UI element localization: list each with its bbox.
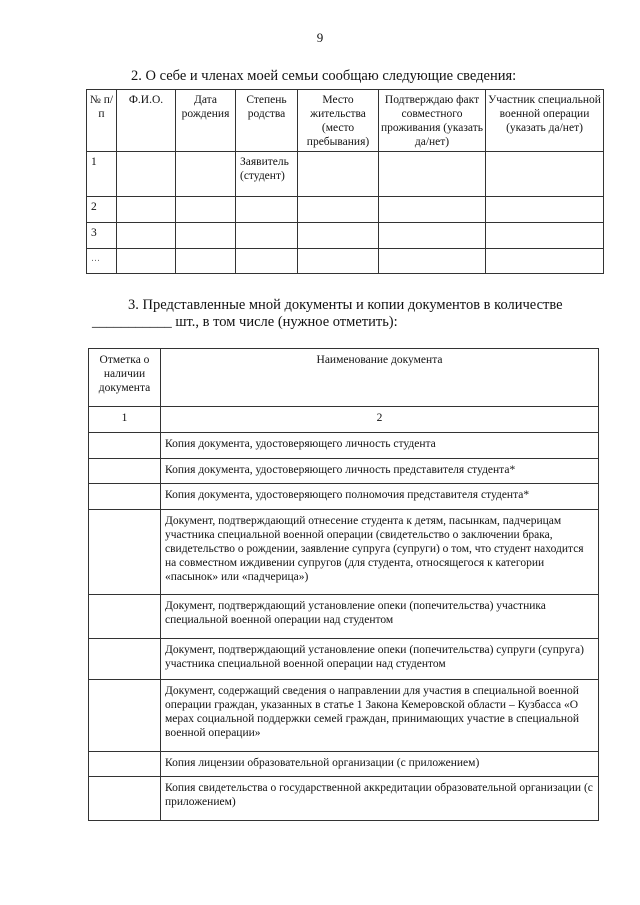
fio-cell[interactable] (117, 249, 176, 274)
table-row (89, 680, 599, 752)
header-doc-name: Наименование документа (161, 349, 599, 407)
doc-mark-cell[interactable] (89, 459, 161, 484)
page-number: 9 (316, 30, 324, 45)
doc-mark-cell[interactable] (89, 510, 161, 595)
fio-cell[interactable] (117, 152, 176, 197)
birthdate-cell[interactable] (176, 197, 236, 223)
fio-cell[interactable] (117, 223, 176, 249)
svo-cell[interactable] (486, 249, 604, 274)
section3-line2: ___________ шт., в том числе (нужное отметить): (92, 314, 398, 330)
residence-cell[interactable] (298, 249, 379, 274)
cohabitation-cell[interactable] (379, 223, 486, 249)
doc-name: Документ, подтверждающий установление опеки (попечительства) супруги (супруга) участника специальной военной операции над студентом (161, 639, 599, 680)
row-number: 1 (87, 152, 117, 197)
birthdate-cell[interactable] (176, 152, 236, 197)
table-row (89, 639, 599, 680)
header-svo-participant: Участник специальной военной операции (указать да/нет) (486, 90, 604, 152)
row-number: … (87, 249, 117, 274)
section3-line1: 3. Представленные мной документы и копии документов в количестве (128, 297, 563, 313)
family-table-header-row (87, 90, 604, 152)
residence-cell[interactable] (298, 223, 379, 249)
col-number-2: 2 (161, 407, 599, 433)
table-row (89, 459, 599, 484)
table-row (89, 777, 599, 821)
relation-cell: Заявитель (студент) (236, 152, 298, 197)
cohabitation-cell[interactable] (379, 249, 486, 274)
doc-mark-cell[interactable] (89, 484, 161, 510)
documents-table (88, 348, 599, 821)
table-row (87, 197, 604, 223)
section2-heading: 2. О себе и членах моей семьи сообщаю следующие сведения: (131, 68, 517, 84)
doc-mark-cell[interactable] (89, 680, 161, 752)
doc-mark-cell[interactable] (89, 595, 161, 639)
row-number: 3 (87, 223, 117, 249)
table-row (87, 223, 604, 249)
table-row (89, 595, 599, 639)
header-relation: Степень родства (236, 90, 298, 152)
table-row (87, 249, 604, 274)
header-mark: Отметка о наличии документа (89, 349, 161, 407)
svo-cell[interactable] (486, 223, 604, 249)
table-row (89, 484, 599, 510)
documents-header-row (89, 349, 599, 407)
header-fio: Ф.И.О. (117, 90, 176, 152)
row-number: 2 (87, 197, 117, 223)
family-members-table (86, 89, 604, 274)
doc-name: Копия документа, удостоверяющего личность представителя студента* (161, 459, 599, 484)
relation-cell[interactable] (236, 249, 298, 274)
doc-name: Документ, содержащий сведения о направлении для участия в специальной военной операции граждан, указанных в статье 1 Закона Кемеровской области – Кузбасса «О мерах социальной поддержки семей граждан, принимающих участие в специальной военной операции» (161, 680, 599, 752)
residence-cell[interactable] (298, 152, 379, 197)
svo-cell[interactable] (486, 197, 604, 223)
doc-name: Копия лицензии образовательной организации (с приложением) (161, 752, 599, 777)
doc-mark-cell[interactable] (89, 777, 161, 821)
header-residence: Место жительства (место пребывания) (298, 90, 379, 152)
col-number-1: 1 (89, 407, 161, 433)
table-row (89, 752, 599, 777)
birthdate-cell[interactable] (176, 249, 236, 274)
relation-cell[interactable] (236, 223, 298, 249)
residence-cell[interactable] (298, 197, 379, 223)
documents-number-row (89, 407, 599, 433)
fio-cell[interactable] (117, 197, 176, 223)
relation-cell[interactable] (236, 197, 298, 223)
doc-name: Копия документа, удостоверяющего полномочия представителя студента* (161, 484, 599, 510)
doc-mark-cell[interactable] (89, 639, 161, 680)
doc-mark-cell[interactable] (89, 752, 161, 777)
header-cohabitation: Подтверждаю факт совместного проживания (указать да/нет) (379, 90, 486, 152)
table-row (89, 433, 599, 459)
doc-name: Документ, подтверждающий установление опеки (попечительства) участника специальной военной операции над студентом (161, 595, 599, 639)
header-num: № п/п (87, 90, 117, 152)
doc-name: Копия документа, удостоверяющего личность студента (161, 433, 599, 459)
svo-cell[interactable] (486, 152, 604, 197)
birthdate-cell[interactable] (176, 223, 236, 249)
cohabitation-cell[interactable] (379, 152, 486, 197)
doc-mark-cell[interactable] (89, 433, 161, 459)
doc-name: Копия свидетельства о государственной аккредитации образовательной организации (с приложением) (161, 777, 599, 821)
header-birthdate: Дата рождения (176, 90, 236, 152)
doc-name: Документ, подтверждающий отнесение студента к детям, пасынкам, падчерицам участника специальной военной операции (свидетельство о заключении брака, свидетельство о рождении, заявление супруга (супруги) о том, что студент находится на совместном иждивении супругов (для студента, относящегося к категории «пасынок» или «падчерица») (161, 510, 599, 595)
cohabitation-cell[interactable] (379, 197, 486, 223)
table-row (89, 510, 599, 595)
section3-heading (92, 297, 607, 331)
table-row (87, 152, 604, 197)
